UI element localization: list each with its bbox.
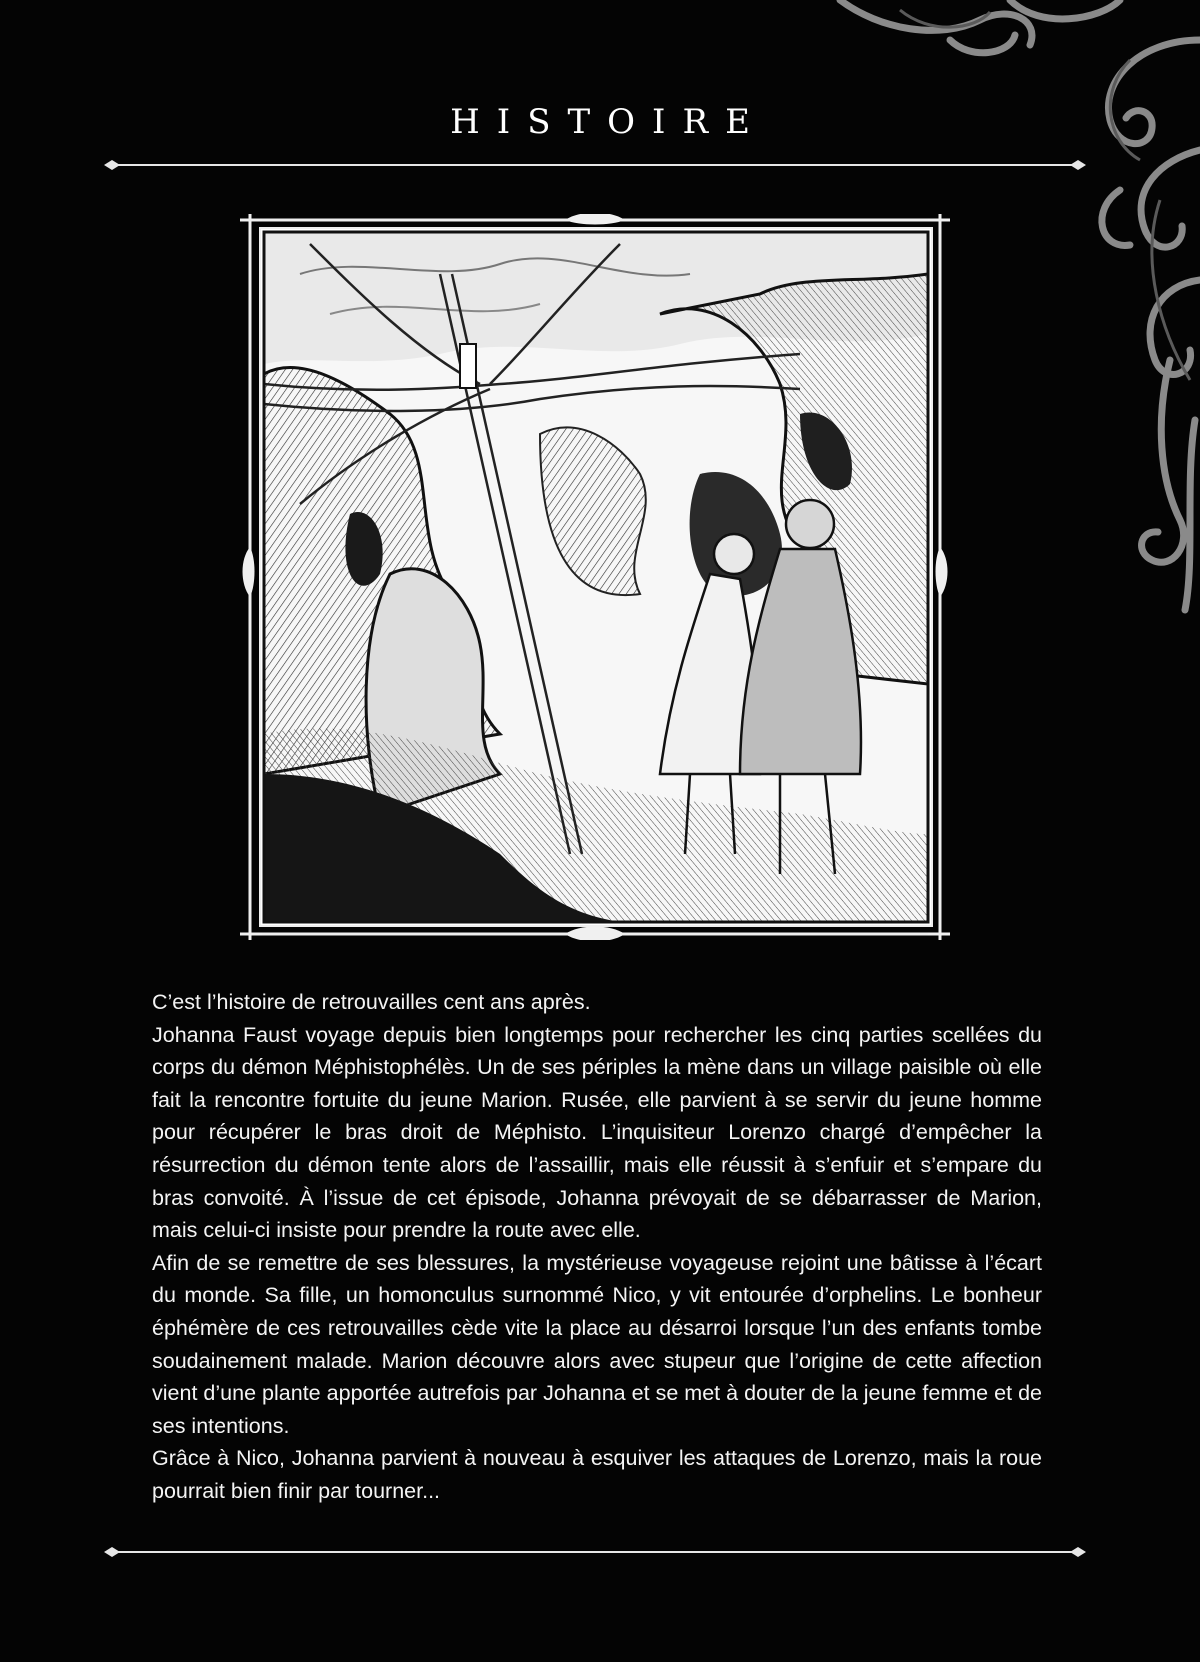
story-paragraph: C’est l’histoire de retrouvailles cent ans après. <box>152 990 591 1014</box>
manga-panel-cave-illustration <box>240 214 950 940</box>
story-summary <box>152 986 1042 1508</box>
story-paragraph: Afin de se remettre de ses blessures, la mystérieuse voyageuse rejoint une bâtisse à l’écart du monde. Sa fille, un homonculus surnommé Nico, y vit entourée d’orphelins. Le bonheur éphémère de ces retrouvailles cède vite la place au désarroi lorsque l’un des enfants tombe soudainement malade. Marion découvre alors avec stupeur que l’origine de cette affection vient d’une plante apportée autrefois par Johanna et se met à douter de la jeune femme et de ses intentions. <box>152 1250 1042 1438</box>
bottom-divider <box>104 1545 1086 1559</box>
page-title: HISTOIRE <box>450 102 767 142</box>
top-divider <box>104 158 1086 172</box>
story-paragraph: Johanna Faust voyage depuis bien longtemps pour rechercher les cinq parties scellées du corps du démon Méphistophélès. Un de ses périples la mène dans un village paisible où elle fait la rencontre fortuite du jeune Marion. Rusée, elle parvient à se servir du jeune homme pour récupérer le bras droit de Méphisto. L’inquisiteur Lorenzo chargé d’empêcher la résurrection du démon tente alors de l’assaillir, mais elle réussit à s’enfuir et s’empare du bras convoité. À l’issue de cet épisode, Johanna prévoyait de se débarrasser de Marion, mais celui-ci insiste pour prendre la route avec elle. <box>152 1022 1042 1243</box>
story-paragraph: Grâce à Nico, Johanna parvient à nouveau à esquiver les attaques de Lorenzo, mais la roue pourrait bien finir par tourner... <box>152 1446 1042 1503</box>
